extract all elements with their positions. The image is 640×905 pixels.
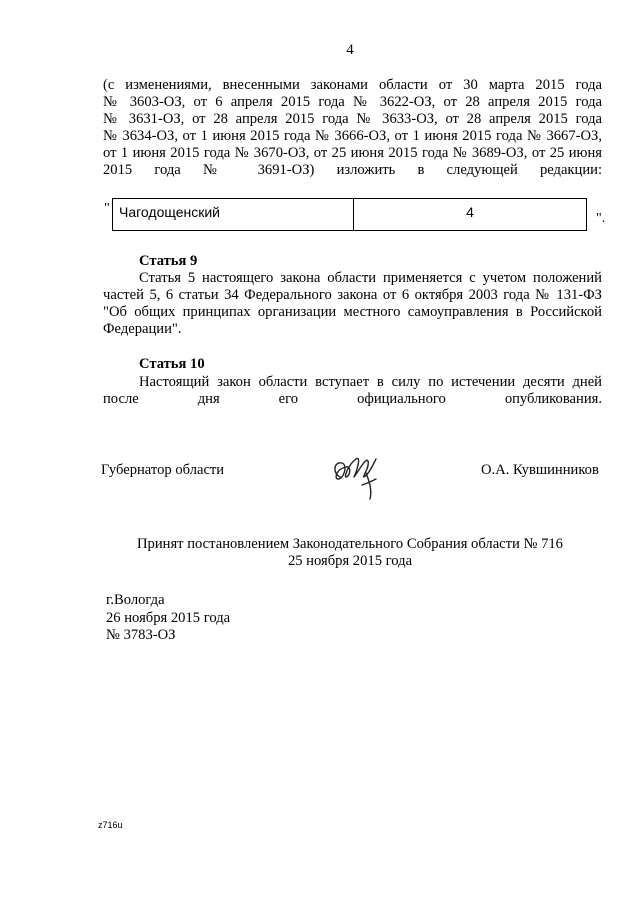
article-9-line: Федерации". bbox=[103, 321, 182, 338]
adoption-line-1: Принят постановлением Законодательного Собрания области № 716 bbox=[137, 536, 563, 552]
handwritten-signature bbox=[326, 443, 386, 503]
article-10-line: Настоящий закон области вступает в силу по истечении десяти дней bbox=[139, 374, 602, 390]
article-9-line: "Об общих принципах организации местного самоуправления в Российской bbox=[103, 304, 602, 321]
intro-line: № 3631-ОЗ, от 28 апреля 2015 года № 3633-ОЗ, от 28 апреля 2015 года bbox=[103, 111, 602, 128]
article-10-line: после дня его официального опубликования. bbox=[103, 391, 602, 408]
intro-line: 2015 года № 3691-ОЗ) изложить в следующей редакции: bbox=[103, 162, 602, 179]
article-10-text bbox=[103, 374, 602, 408]
district-value-cell: 4 bbox=[354, 199, 587, 231]
adoption-line-2: 25 ноября 2015 года bbox=[287, 553, 413, 569]
district-table bbox=[112, 198, 587, 231]
article-10-heading: Статья 10 bbox=[139, 356, 205, 372]
page-number: 4 bbox=[346, 42, 354, 58]
intro-line: № 3603-ОЗ, от 6 апреля 2015 года № 3622-ОЗ, от 28 апреля 2015 года bbox=[103, 94, 602, 111]
table-quote-open: " bbox=[104, 201, 110, 216]
place-block bbox=[106, 592, 230, 645]
footer-code: z716u bbox=[98, 820, 123, 830]
article-9-text bbox=[103, 270, 602, 338]
signatory-name: О.А. Кувшинников bbox=[481, 462, 599, 478]
intro-line: (с изменениями, внесенными законами области от 30 марта 2015 года bbox=[103, 77, 602, 93]
signatory-title: Губернатор области bbox=[101, 462, 225, 478]
article-9-line: Статья 5 настоящего закона области применяется с учетом положений bbox=[139, 270, 602, 286]
law-number: № 3783-ОЗ bbox=[106, 627, 176, 644]
place-city: г.Вологда bbox=[106, 592, 165, 608]
intro-paragraph bbox=[103, 77, 602, 180]
district-name-cell: Чагодощенский bbox=[113, 199, 354, 231]
place-date: 26 ноября 2015 года bbox=[106, 609, 231, 626]
article-9-line: частей 5, 6 статьи 34 Федерального закона от 6 октября 2003 года № 131-ФЗ bbox=[103, 287, 602, 304]
article-9-heading: Статья 9 bbox=[139, 253, 198, 269]
intro-line: от 1 июня 2015 года № 3670-ОЗ, от 25 июня 2015 года № 3689-ОЗ, от 25 июня bbox=[103, 145, 602, 162]
table-quote-close: ". bbox=[596, 211, 606, 226]
intro-line: № 3634-ОЗ, от 1 июня 2015 года № 3666-ОЗ, от 1 июня 2015 года № 3667-ОЗ, bbox=[103, 128, 602, 145]
table-row bbox=[113, 199, 587, 231]
